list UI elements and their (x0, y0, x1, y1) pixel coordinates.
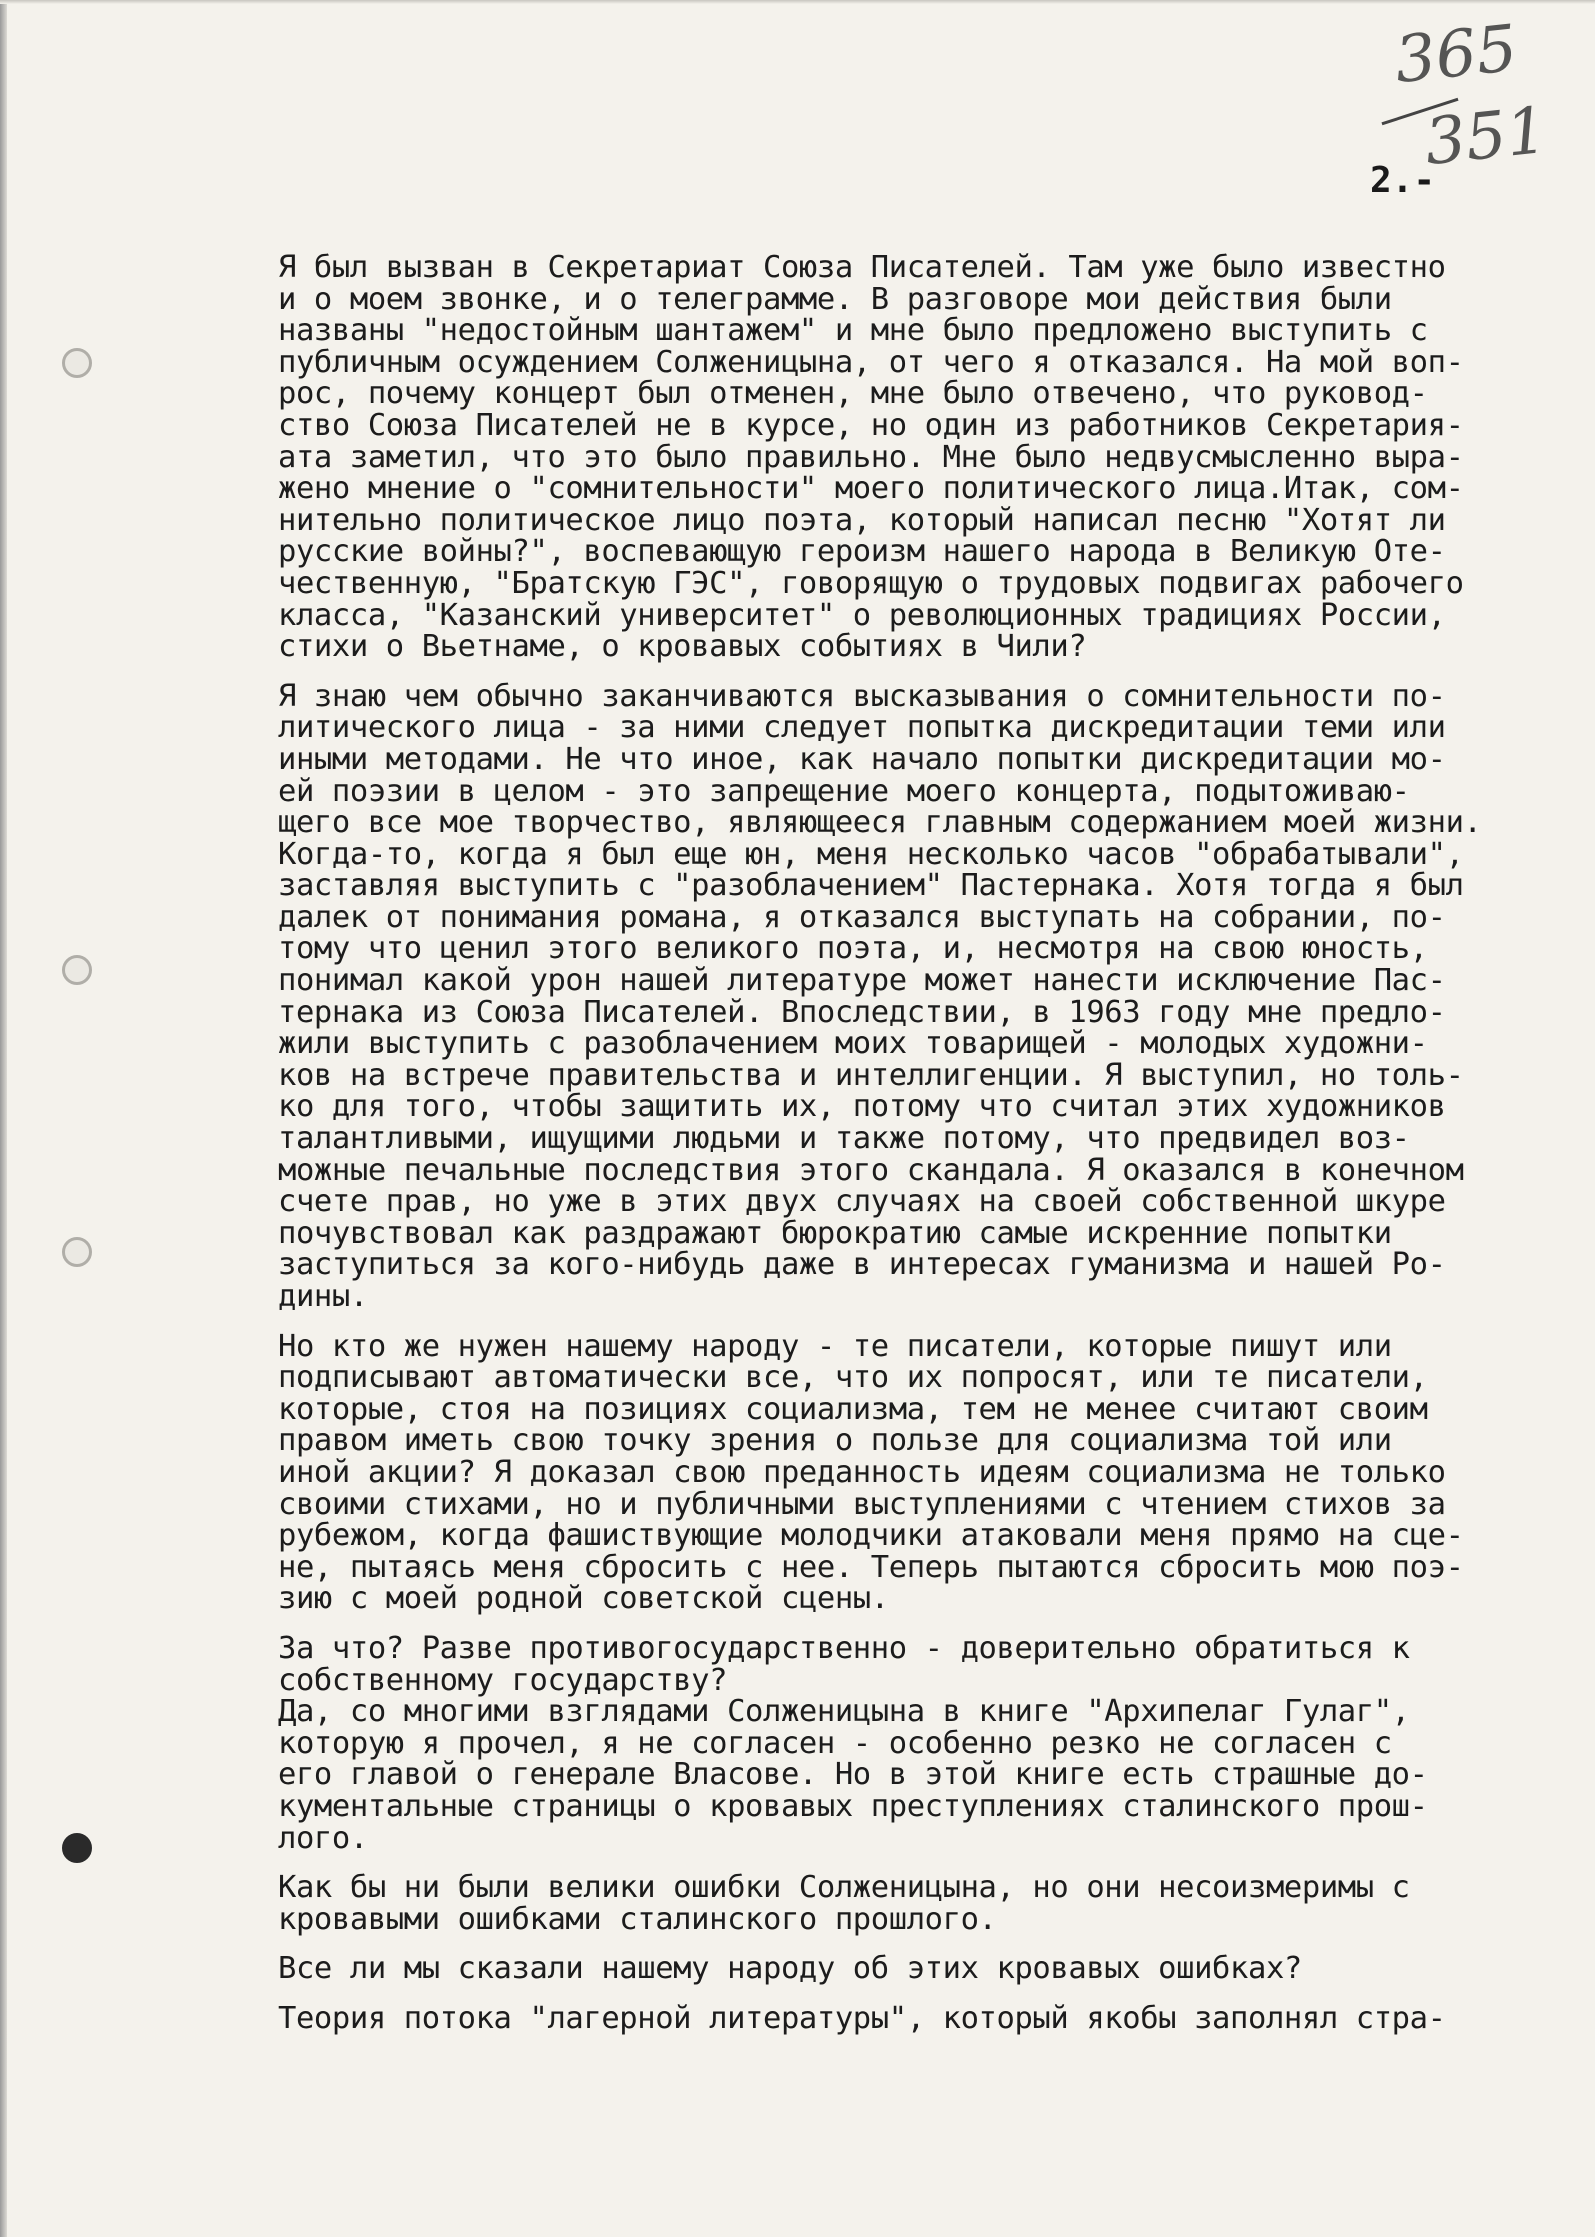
text-line: понимал какой урон нашей литературе может нанести исключение Пас- (278, 963, 1446, 999)
text-line: кровавыми ошибками сталинского прошлого. (278, 1901, 997, 1937)
scan-edge-left (0, 0, 7, 2237)
text-line: и о моем звонке, и о телеграмме. В разговоре мои действия были (278, 281, 1392, 317)
scan-edge-top (0, 0, 1595, 4)
text-line: названы "недостойным шантажем" и мне было предложено выступить с (278, 313, 1428, 349)
text-line: не, пытаясь меня сбросить с нее. Теперь пытаются сбросить мою поэ- (278, 1549, 1464, 1585)
text-line: Но кто же нужен нашему народу - те писатели, которые пишут или (278, 1328, 1392, 1364)
text-line: далек от понимания романа, я отказался выступать на собрании, по- (278, 899, 1446, 935)
text-line: русские войны?", воспевающую героизм нашего народа в Великую Оте- (278, 534, 1446, 570)
punch-hole (62, 1833, 92, 1863)
paragraph (278, 1953, 1578, 1985)
text-line: талантливыми, ищущими людьми и также потому, что предвидел воз- (278, 1121, 1410, 1157)
text-line: почувствовал как раздражают бюрократию самые искренние попытки (278, 1215, 1392, 1251)
text-line: литического лица - за ними следует попытка дискредитации теми или (278, 710, 1446, 746)
paragraph (278, 1630, 1578, 1856)
paragraph (278, 1328, 1578, 1617)
text-line: ата заметил, что это было правильно. Мне было недвусмысленно выра- (278, 439, 1464, 475)
text-line: дины. (278, 1279, 368, 1314)
text-line: подписывают автоматически все, что их попросят, или те писатели, (278, 1360, 1428, 1396)
text-line: Я знаю чем обычно заканчиваются высказывания о сомнительности по- (278, 678, 1446, 714)
text-line: рубежом, когда фашиствующие молодчики атаковали меня прямо на сце- (278, 1518, 1464, 1554)
text-line: иными методами. Не что иное, как начало попытки дискредитации мо- (278, 741, 1446, 777)
handwritten-archive-number-old: 351 (1421, 93, 1551, 181)
text-line: щего все мое творчество, являющееся главным содержанием моей жизни. (278, 805, 1482, 841)
text-line: своими стихами, но и публичными выступлениями с чтением стихов за (278, 1486, 1446, 1522)
text-line: заступиться за кого-нибудь даже в интересах гуманизма и нашей Ро- (278, 1247, 1446, 1283)
text-line: За что? Разве противогосударственно - доверительно обратиться к (278, 1630, 1410, 1666)
text-line: Когда-то, когда я был еще юн, меня несколько часов "обрабатывали", (278, 836, 1464, 872)
text-line: публичным осуждением Солженицына, от чего я отказался. На мой воп- (278, 344, 1464, 380)
paragraph-gap (278, 1313, 1578, 1331)
text-line: тому что ценил этого великого поэта, и, несмотря на свою юность, (278, 931, 1428, 967)
document-body (278, 252, 1578, 2034)
text-line: которую я прочел, я не согласен - особенно резко не согласен с (278, 1725, 1392, 1761)
text-line: кументальные страницы о кровавых преступлениях сталинского прош- (278, 1788, 1428, 1824)
punch-hole (62, 348, 92, 378)
paragraph (278, 252, 1578, 663)
paragraph (278, 1872, 1578, 1935)
text-line: чественную, "Братскую ГЭС", говорящую о трудовых подвигах рабочего (278, 565, 1464, 601)
handwritten-archive-number: 365 (1391, 11, 1521, 99)
punch-hole (62, 1237, 92, 1267)
text-line: Я был вызван в Секретариат Союза Писателей. Там уже было известно (278, 250, 1446, 285)
text-line: лого. (278, 1820, 368, 1856)
text-line: нительно политическое лицо поэта, который написал песню "Хотят ли (278, 502, 1446, 538)
punch-hole (62, 955, 92, 985)
text-line: заставляя выступить с "разоблачением" Пастернака. Хотя тогда я был (278, 868, 1464, 904)
text-line: Да, со многими взглядами Солженицына в книге "Архипелаг Гулаг", (278, 1694, 1410, 1730)
text-line: жили выступить с разоблачением моих товарищей - молодых художни- (278, 1026, 1428, 1062)
text-line: которые, стоя на позициях социализма, тем не менее считают своим (278, 1391, 1428, 1427)
text-line: тернака из Союза Писателей. Впоследствии, в 1963 году мне предло- (278, 994, 1446, 1030)
paragraph (278, 678, 1578, 1314)
page-number: 2.- (1370, 160, 1436, 201)
text-line: стихи о Вьетнаме, о кровавых событиях в Чили? (278, 629, 1087, 665)
text-line: Все ли мы сказали нашему народу об этих кровавых ошибках? (278, 1951, 1302, 1987)
text-line: жено мнение о "сомнительности" моего политического лица.Итак, сом- (278, 471, 1464, 507)
text-line: иной акции? Я доказал свою преданность идеям социализма не только (278, 1454, 1446, 1490)
text-line: собственному государству? (278, 1662, 728, 1698)
text-line: ко для того, чтобы защитить их, потому что считал этих художников (278, 1089, 1446, 1125)
text-line: зию с моей родной советской сцены. (278, 1581, 889, 1617)
paragraph (278, 2000, 1578, 2036)
text-line: можные печальные последствия этого скандала. Я оказался в конечном (278, 1152, 1464, 1188)
text-line: ство Союза Писателей не в курсе, но один из работников Секретария- (278, 407, 1464, 443)
text-line: Теория потока "лагерной литературы", который якобы заполнял стра- (278, 2000, 1446, 2036)
text-line: правом иметь свою точку зрения о пользе для социализма той или (278, 1423, 1392, 1459)
text-line: класса, "Казанский университет" о революционных традициях России, (278, 597, 1446, 633)
text-line: ков на встрече правительства и интеллигенции. Я выступил, но толь- (278, 1057, 1464, 1093)
text-line: ей поэзии в целом - это запрещение моего концерта, подытоживаю- (278, 773, 1410, 809)
text-line: его главой о генерале Власове. Но в этой книге есть страшные до- (278, 1757, 1428, 1793)
text-line: рос, почему концерт был отменен, мне было отвечено, что руковод- (278, 376, 1428, 412)
text-line: Как бы ни были велики ошибки Солженицына, но они несоизмеримы с (278, 1870, 1410, 1906)
text-line: счете прав, но уже в этих двух случаях на своей собственной шкуре (278, 1184, 1446, 1220)
